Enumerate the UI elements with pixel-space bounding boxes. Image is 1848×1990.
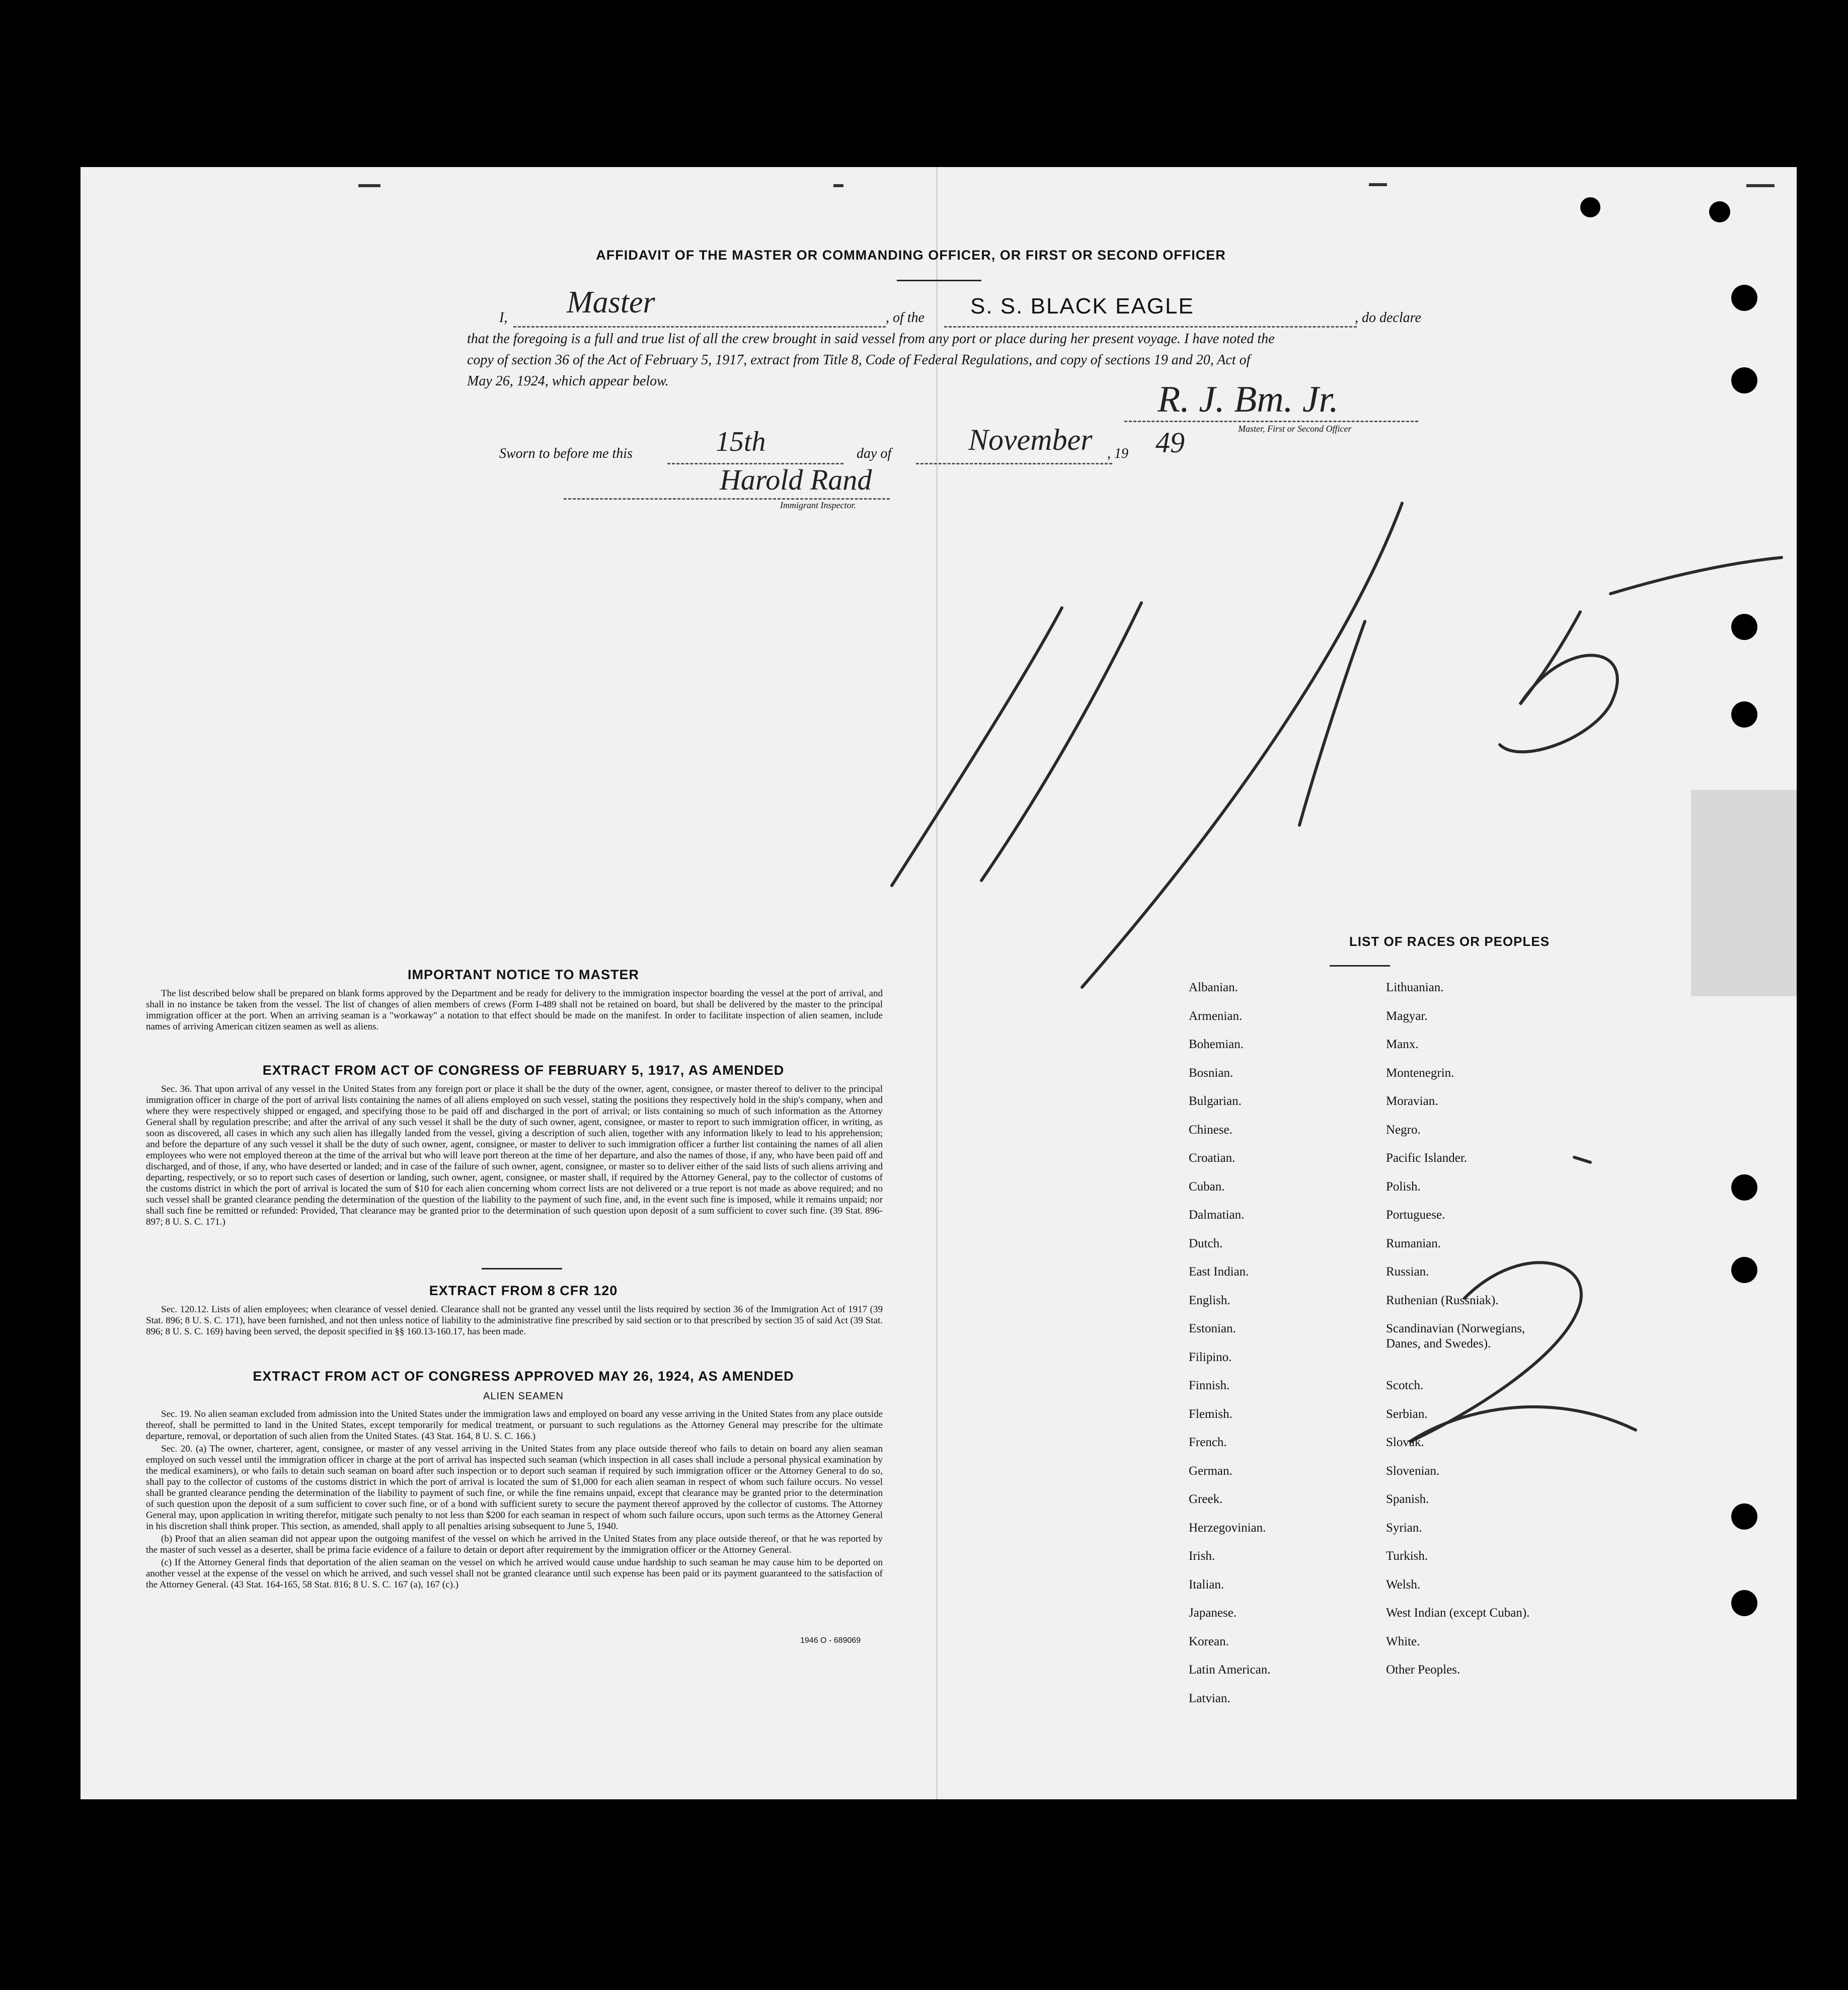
races-column-1: [1189, 980, 1370, 1719]
race-item: Ruthenian (Russniak).: [1386, 1293, 1499, 1307]
race-item: Other Peoples.: [1386, 1663, 1460, 1677]
race-item: Latin American.: [1189, 1663, 1271, 1677]
race-item: German.: [1189, 1464, 1233, 1478]
races-column-2: [1386, 980, 1587, 1691]
sworn-month: November: [968, 423, 1093, 456]
affidavit-body-line3: May 26, 1924, which appear below.: [467, 373, 669, 389]
race-item: Armenian.: [1189, 1009, 1243, 1023]
race-item: Croatian.: [1189, 1151, 1236, 1165]
race-item: Slovenian.: [1386, 1464, 1440, 1478]
race-item: Portuguese.: [1386, 1208, 1445, 1222]
extract-1924-text: [146, 1409, 883, 1592]
race-item: Serbian.: [1386, 1407, 1428, 1421]
race-item: Syrian.: [1386, 1521, 1422, 1535]
section-20a-paragraph: Sec. 20. (a) The owner, charterer, agent, consignee, or master of any vessel arriving in the United States from any place outside thereof who fails to detain on board any alien seaman employed on such vessel until the immigration officer in charge at the port of arrival has inspected such seaman (which inspection in all cases shall include a personal physical examination by the medical examiners), or who fails to detain such seaman on board after such inspection or to deport such seaman if required by such immigration officer or the Attorney General to do so, shall pay to the collector of customs of the customs district in which the port of arrival is located the sum of $1,000 for each alien seaman in respect of whom such failure occurs. No vessel shall be granted clearance pending the determination of the liability to payment of such fine, or while the fine remains unpaid, except that clearance may be granted prior to the determination of such question upon the deposit of a sum sufficient to cover such fine, or of a bond with sufficient surety to secure the payment thereof approved by the collector of customs. The Attorney General may, upon application in writing therefor, mitigate such penalty to not less than $200 for each seaman in respect of whom such failure occurs, upon such terms as the Attorney General in his discretion shall think proper. This section, as amended, shall apply to all penalties arising subsequent to June 5, 1940.: [146, 1444, 883, 1532]
race-item: Russian.: [1386, 1265, 1429, 1279]
race-item: Scandinavian (Norwegians, Danes, and Swedes).: [1386, 1322, 1525, 1350]
race-item: Moravian.: [1386, 1094, 1438, 1108]
extract-1924-subtitle: ALIEN SEAMEN: [483, 1391, 564, 1402]
race-item: Manx.: [1386, 1038, 1419, 1051]
section-divider: [482, 1268, 562, 1269]
race-item: Pacific Islander.: [1386, 1151, 1468, 1165]
year-prefix: , 19: [1107, 446, 1128, 461]
race-item: Turkish.: [1386, 1549, 1428, 1563]
race-item: Greek.: [1189, 1492, 1223, 1506]
extract-1917-paragraph: Sec. 36. That upon arrival of any vessel in the United States from any foreign port or place it shall be the duty of the owner, agent, consignee, or master thereof to deliver to the principal immigration officer in charge of the port of arrival lists containing the names of all aliens employed on such vessel, stating the positions they respectively hold in the ship's company, when and where they were respectively shipped or engaged, and specifying those to be paid off and discharged in the port of arrival; or lists containing so much of such information as the Attorney General shall by regulation prescribe; and after the arrival of any such vessel it shall be the duty of such owner, agent, consignee, or master to report to such immigration officer, in writing, as soon as discovered, all cases in which any such alien has illegally landed from the vessel, giving a description of such alien, together with any information likely to lead to his apprehension; and before the departure of any such vessel it shall be the duty of such owner, agent, consignee, or master to deliver to such immigration officer a further list containing the names of all alien employees who were not employed thereon at the time of the arrival but who will leave port thereon at the time of her departure, and also the names of those, if any, who have been paid off and discharged, and of those, if any, who have deserted or landed; and in case of the failure of such owner, agent, consignee, or master so to deliver either of the said lists of such aliens arriving and departing, respectively, or so to report such cases of desertion or landing, such owner, agent, consignee, or master shall, if required by the Attorney General, pay to the collector of customs of the customs district in which the port of arrival is located the sum of $10 for each alien concerning whom correct lists are not delivered or a true report is not made as above required; and no such vessel shall be granted clearance pending the determination of the question of the liability to the payment of such fine, and, in the event such fine is imposed, while it remains unpaid; nor shall such fine be remitted or refunded: Provided, That clearance may be granted prior to the determination of such question upon deposit of a sum sufficient to cover such fine. (39 Stat. 896-897; 8 U. S. C. 171.): [146, 1084, 883, 1227]
do-declare: , do declare: [1355, 310, 1421, 326]
print-code: 1946 O - 689069: [800, 1636, 861, 1645]
i-label: I,: [499, 310, 508, 326]
race-item: Flemish.: [1189, 1407, 1233, 1421]
extract-1917-text: [146, 1084, 883, 1229]
slash-stroke-3: [1082, 503, 1402, 987]
race-item: Magyar.: [1386, 1009, 1428, 1023]
race-item: French.: [1189, 1436, 1227, 1449]
race-item: West Indian (except Cuban).: [1386, 1606, 1530, 1620]
extract-1924-title: EXTRACT FROM ACT OF CONGRESS APPROVED MAY 26, 1924, AS AMENDED: [253, 1369, 794, 1384]
race-item: Herzegovinian.: [1189, 1521, 1266, 1535]
race-item: Cuban.: [1189, 1179, 1225, 1193]
race-item: Italian.: [1189, 1577, 1224, 1591]
affidavit-title: AFFIDAVIT OF THE MASTER OR COMMANDING OFFICER, OR FIRST OR SECOND OFFICER: [596, 248, 1226, 263]
i-value: Master: [567, 285, 655, 320]
race-item: Estonian.: [1189, 1322, 1236, 1335]
affidavit-body-line2: copy of section 36 of the Act of February 5, 1917, extract from Title 8, Code of Federal Regulations, and copy of sections 19 and 20, Act of: [467, 352, 1251, 368]
inspector-caption: Immigrant Inspector.: [780, 500, 856, 510]
master-signature: R. J. Bm. Jr.: [1158, 379, 1339, 420]
slash-stroke-1: [892, 608, 1062, 886]
race-item: White.: [1386, 1634, 1420, 1648]
race-item: Japanese.: [1189, 1606, 1237, 1620]
section-20c-paragraph: (c) If the Attorney General finds that deportation of the alien seaman on the vessel on which he arrived would cause undue hardship to such seaman he may cause him to be deported on another vessel at the expense of the vessel on which he arrived, and such vessel shall not be granted clearance until such expense has been paid or its payment guaranteed to the satisfaction of the Attorney General. (43 Stat. 164-165, 58 Stat. 816; 8 U. S. C. 167 (a), 167 (c).): [146, 1557, 883, 1590]
five-top: [1610, 558, 1782, 594]
race-item: Slovak.: [1386, 1436, 1424, 1449]
sworn-day: 15th: [716, 426, 766, 457]
race-item: Bosnian.: [1189, 1066, 1234, 1080]
races-title-rule: [1330, 965, 1390, 967]
sworn-year: 49: [1156, 426, 1185, 459]
notice-title: IMPORTANT NOTICE TO MASTER: [408, 967, 639, 982]
affidavit-body-line1: that the foregoing is a full and true list of all the crew brought in said vessel from any port or place during her present voyage. I have noted the: [467, 331, 1275, 347]
extract-cfr-title: EXTRACT FROM 8 CFR 120: [429, 1283, 618, 1298]
race-item: Negro.: [1386, 1123, 1421, 1137]
race-item: Finnish.: [1189, 1379, 1230, 1392]
race-item: Spanish.: [1386, 1492, 1429, 1506]
race-item: Lithuanian.: [1386, 981, 1444, 994]
races-title: LIST OF RACES OR PEOPLES: [1349, 934, 1550, 949]
extract-cfr-paragraph: Sec. 120.12. Lists of alien employees; when clearance of vessel denied. Clearance shall not be granted any vessel until the lists required by section 36 of the Immigration Act of 1917 (39 Stat. 896; 8 U. S. C. 171), have been furnished, and not then unless notice of liability to the administrative fine prescribed by said section or to that prescribed by section 35 of said Act (39 Stat. 896; 8 U. S. C. 169) having been served, the deposit specified in §§ 160.13-160.17, has been made.: [146, 1304, 883, 1337]
race-item: Albanian.: [1189, 981, 1238, 994]
race-item: Dutch.: [1189, 1236, 1223, 1250]
race-item: Rumanian.: [1386, 1236, 1441, 1250]
race-item: Chinese.: [1189, 1123, 1233, 1137]
race-item: Irish.: [1189, 1549, 1215, 1563]
race-item: Filipino.: [1189, 1350, 1232, 1364]
race-item: English.: [1189, 1293, 1230, 1307]
of-the-label: , of the: [886, 310, 925, 326]
section-20b-paragraph: (b) Proof that an alien seaman did not appear upon the outgoing manifest of the vessel on which he arrived in the United States from any place outside thereof, or that he was reported by the master of such vessel as a deserter, shall be prima facie evidence of a failure to detain or deport after requirement by the immigration officer or the Attorney General.: [146, 1534, 883, 1555]
race-item: Bulgarian.: [1189, 1094, 1242, 1108]
inspector-signature: Harold Rand: [720, 463, 872, 496]
race-item: Polish.: [1386, 1179, 1421, 1193]
race-item: Welsh.: [1386, 1577, 1421, 1591]
race-item: Montenegrin.: [1386, 1066, 1454, 1080]
five-body: [1500, 612, 1618, 752]
slash-stroke-4: [1299, 621, 1365, 825]
race-item: Korean.: [1189, 1634, 1229, 1648]
day-of-label: day of: [857, 446, 892, 461]
extract-1917-title: EXTRACT FROM ACT OF CONGRESS OF FEBRUARY 5, 1917, AS AMENDED: [262, 1063, 785, 1078]
race-item: Bohemian.: [1189, 1038, 1244, 1051]
race-item: Scotch.: [1386, 1379, 1424, 1392]
notice-paragraph: The list described below shall be prepared on blank forms approved by the Department and be ready for delivery to the immigration inspector boarding the vessel at the port of arrival, and shall in no instance be taken from the vessel. The list of changes of alien members of crews (Form I-489 shall not be retained on board, but shall be delivered by the master to the principal immigration officer at the port. When an arriving seaman is a "workaway" a notation to that effect should be made on the manifest. In order to facilitate inspection of alien seamen, include names of arriving American citizen seamen as well as aliens.: [146, 988, 883, 1032]
notice-text: [146, 988, 883, 1034]
extract-cfr-text: [146, 1304, 883, 1339]
section-19-paragraph: Sec. 19. No alien seaman excluded from admission into the United States under the immigration laws and employed on board any vesse arriving in the United States from any place outside thereof, shall be permitted to land in the United States, except temporarily for medical treatment, or pursuant to such regulations as the Attorney General may prescribe for the ultimate departure, removal, or deportation of such alien from the United States. (43 Stat. 164, 8 U. S. C. 166.): [146, 1409, 883, 1442]
race-item: Dalmatian.: [1189, 1208, 1245, 1222]
race-item: East Indian.: [1189, 1265, 1249, 1279]
race-item: Latvian.: [1189, 1691, 1230, 1705]
vessel-name: S. S. BLACK EAGLE: [970, 294, 1194, 319]
sworn-label: Sworn to before me this: [499, 446, 633, 461]
master-signature-caption: Master, First or Second Officer: [1238, 424, 1352, 434]
slash-stroke-2: [981, 603, 1141, 881]
